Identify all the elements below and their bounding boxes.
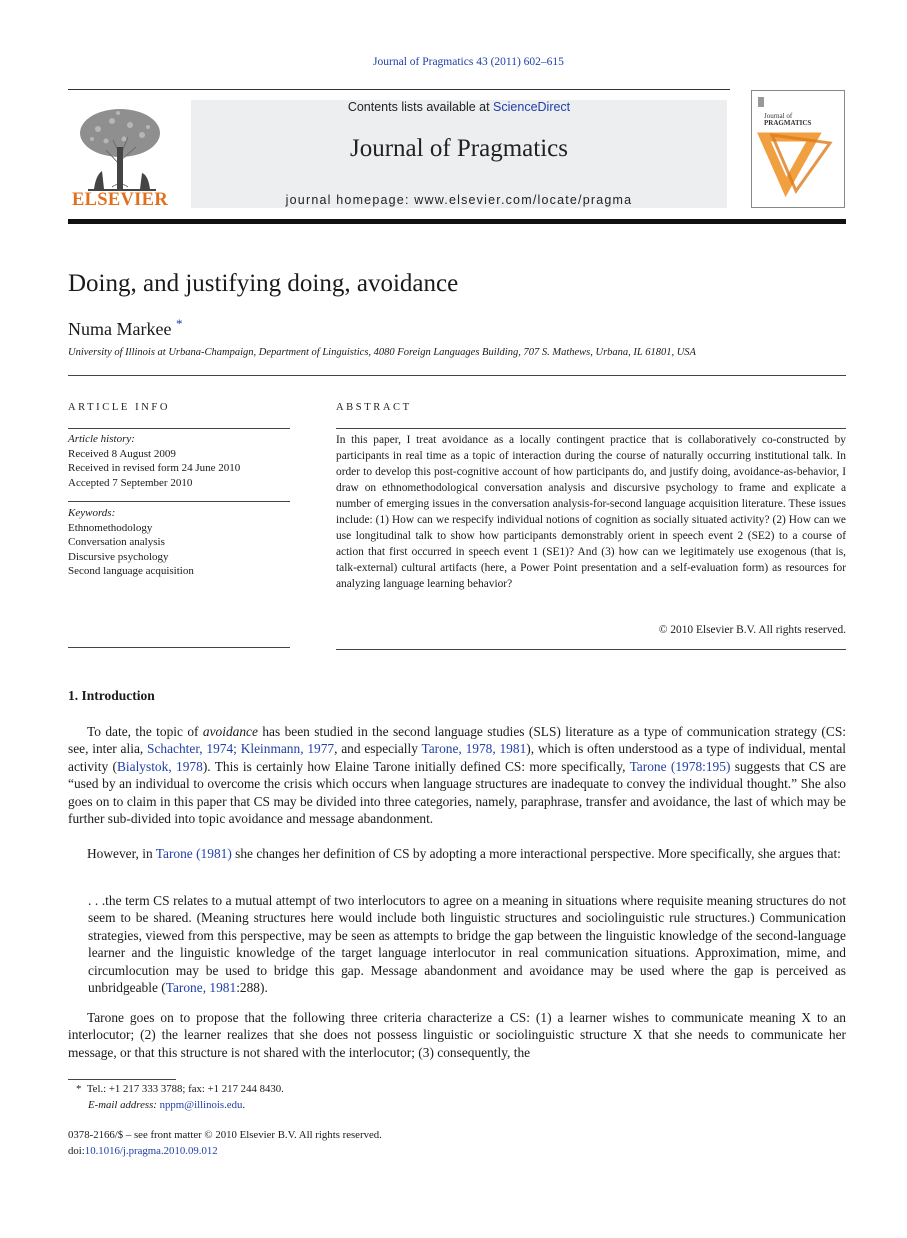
front-matter [68, 1128, 382, 1159]
keyword-item: Discursive psychology [68, 550, 169, 563]
article-info-rule-bottom [68, 647, 290, 648]
doi-link[interactable]: 10.1016/j.pragma.2010.09.012 [84, 1144, 218, 1157]
issn-line: 0378-2166/$ – see front matter © 2010 Elsevier B.V. All rights reserved. [68, 1129, 382, 1141]
citation-link[interactable]: Bialystok, 1978 [116, 758, 203, 774]
sciencedirect-link[interactable]: ScienceDirect [493, 100, 571, 114]
footnote-rule [68, 1079, 176, 1080]
text-run: To date, the topic of [87, 724, 203, 739]
keywords [68, 506, 290, 579]
email-label: E-mail address: [88, 1098, 157, 1111]
author-line [68, 316, 182, 340]
footnote-mark: * [76, 1083, 82, 1095]
masthead-top-rule [68, 89, 730, 90]
text-run: , and especially [334, 741, 422, 757]
block-quote [88, 892, 846, 996]
contents-prefix: Contents lists available at [347, 100, 494, 114]
keyword-item: Second language acquisition [68, 565, 194, 577]
journal-citation[interactable]: Journal of Pragmatics 43 (2011) 602–615 [373, 56, 564, 68]
intro-paragraph-1 [68, 723, 846, 827]
masthead-thick-rule [68, 219, 846, 224]
footnote-email-line [76, 1098, 284, 1114]
text-run: :288). [236, 980, 268, 996]
history-accepted: Accepted 7 September 2010 [68, 476, 193, 489]
intro-paragraph-3 [68, 1009, 846, 1061]
author-name: Numa Markee [68, 319, 172, 339]
citation-link[interactable]: Tarone (1978:195) [629, 758, 731, 774]
article-history [68, 432, 290, 490]
cover-title-line1: Journal of [764, 112, 793, 120]
text-run: However, in [87, 846, 156, 861]
footnote-contact: Tel.: +1 217 333 3788; fax: +1 217 244 8430. [86, 1083, 284, 1095]
keywords-label: Keywords: [68, 507, 116, 519]
article-info-rule-top [68, 428, 290, 429]
emphasis-avoidance: avoidance [202, 724, 258, 739]
intro-paragraph-2 [68, 845, 846, 862]
doi-label: doi: [68, 1144, 85, 1157]
journal-title: Journal of Pragmatics [349, 135, 568, 162]
abstract-text: In this paper, I treat avoidance as a locally contingent practice that is collaboratively co-constructed by participants in real time as a topic of interaction during the course of naturally occurring institutional talk. In order to develop this post-cognitive account of how participants do, and justify doing, avoidance-as-behavior, I draw on ethnomethodological conversation analysis and discursive psychology to frame and explicate a number of emerging issues in the conversation analysis-for-second language acquisition literature. These issues include: (1) How can we respecify individual notions of cognition as socially situated activity? (2) How can we use longitudinal talk to show how participants demonstrably orient in speech event 2 (SE2) to a course of action that first occurred in speech event 1 (SE1)? And (3) how can we legitimately use exogenous (that is, talk-external) cultural artifacts (here, a Power Point presentation and a self-evaluation form) as resources for analyzing language learning behavior? [336, 434, 846, 590]
author-footnote [76, 1082, 284, 1113]
citation-link[interactable]: Tarone, 1978, 1981 [421, 741, 527, 757]
citation-link[interactable]: Tarone, 1981 [165, 980, 237, 996]
section-heading-introduction: 1. Introduction [68, 688, 155, 703]
text-run: Tarone goes on to propose that the following three criteria characterize a CS: (1) a learner wishes to communicate meaning X to an interlocutor; (2) the learner realizes that she does not possess linguistic or sociolinguistic structure X that she needs to communicate her message, or that this structure is not shared with the interlocutor; (3) consequently, the [68, 1010, 846, 1060]
abstract-copyright: © 2010 Elsevier B.V. All rights reserved. [658, 624, 846, 636]
abstract-rule-bottom [336, 649, 846, 650]
text-run: has been studied in the second language studies (SLS) literature as a type of communication strategy (CS: see, inter alia, [68, 724, 846, 757]
citation-link[interactable]: Schachter, 1974; Kleinmann, 1977 [147, 741, 335, 757]
doi-line [68, 1144, 382, 1160]
email-link[interactable]: nppm@illinois.edu [159, 1098, 243, 1111]
history-label: Article history: [68, 433, 135, 445]
article-title: Doing, and justifying doing, avoidance [68, 270, 459, 297]
email-end: . [242, 1098, 246, 1111]
contents-available-line [191, 100, 727, 114]
author-footnote-mark[interactable]: * [175, 316, 183, 331]
text-run: she changes her definition of CS by adopting a more interactional perspective. More specifically, she argues that: [231, 846, 841, 861]
text-run: . . .the term CS relates to a mutual attempt of two interlocutors to agree on a meaning in situations where requisite meaning structures do not seem to be shared. (Meaning structures here would include both linguistic structures and sociolinguistic rule structures.) Communication strategies, viewed from this perspective, may be seen as attempts to bridge the gap between the linguistic knowledge of the second-language learner and the linguistic knowledge of the target language interlocutor in real communication situations. Approximation, mime, and circumlocution may be used to bridge this gap. Message abandonment and avoidance may be used where the gap is perceived as unbridgeable ( [88, 893, 846, 996]
article-info-label: ARTICLE INFO [68, 402, 171, 413]
history-revised: Received in revised form 24 June 2010 [68, 462, 241, 474]
cover-title-line2: PRAGMATICS [764, 119, 812, 127]
journal-homepage[interactable]: journal homepage: www.elsevier.com/locate/pragma [285, 193, 633, 207]
article-info-rule-middle [68, 501, 290, 502]
text-run: ). This is certainly how Elaine Tarone initially defined CS: more specifically, [202, 758, 630, 774]
author-affiliation: University of Illinois at Urbana-Champaign, Department of Linguistics, 4080 Foreign Languages Building, 707 S. Mathews, Urbana, IL 61801, USA [68, 347, 696, 358]
cover-title [764, 113, 834, 127]
citation-link[interactable]: Tarone (1981) [155, 846, 232, 861]
history-received: Received 8 August 2009 [68, 447, 176, 460]
abstract-rule-top [336, 428, 846, 429]
journal-cover-thumbnail [751, 90, 845, 208]
cover-artwork [752, 91, 845, 208]
text-run: suggests that CS are “used by an individual to overcome the crisis which occurs when language structures are inadequate to convey the individual thought.” She also goes on to claim in this paper that CS may be divided into three categories, namely, paraphrase, transfer and avoidance, the last of which may be further sub-divided into topic avoidance and message abandonment. [68, 758, 847, 827]
footnote-contact-line [76, 1082, 284, 1098]
keyword-item: Conversation analysis [68, 536, 165, 548]
elsevier-wordmark: ELSEVIER [72, 190, 168, 210]
affiliation-rule [68, 375, 846, 376]
text-run: ), which is often understood as a type of individual, mental activity ( [68, 741, 846, 774]
keyword-item: Ethnomethodology [68, 521, 153, 534]
abstract-label: ABSTRACT [336, 402, 412, 413]
